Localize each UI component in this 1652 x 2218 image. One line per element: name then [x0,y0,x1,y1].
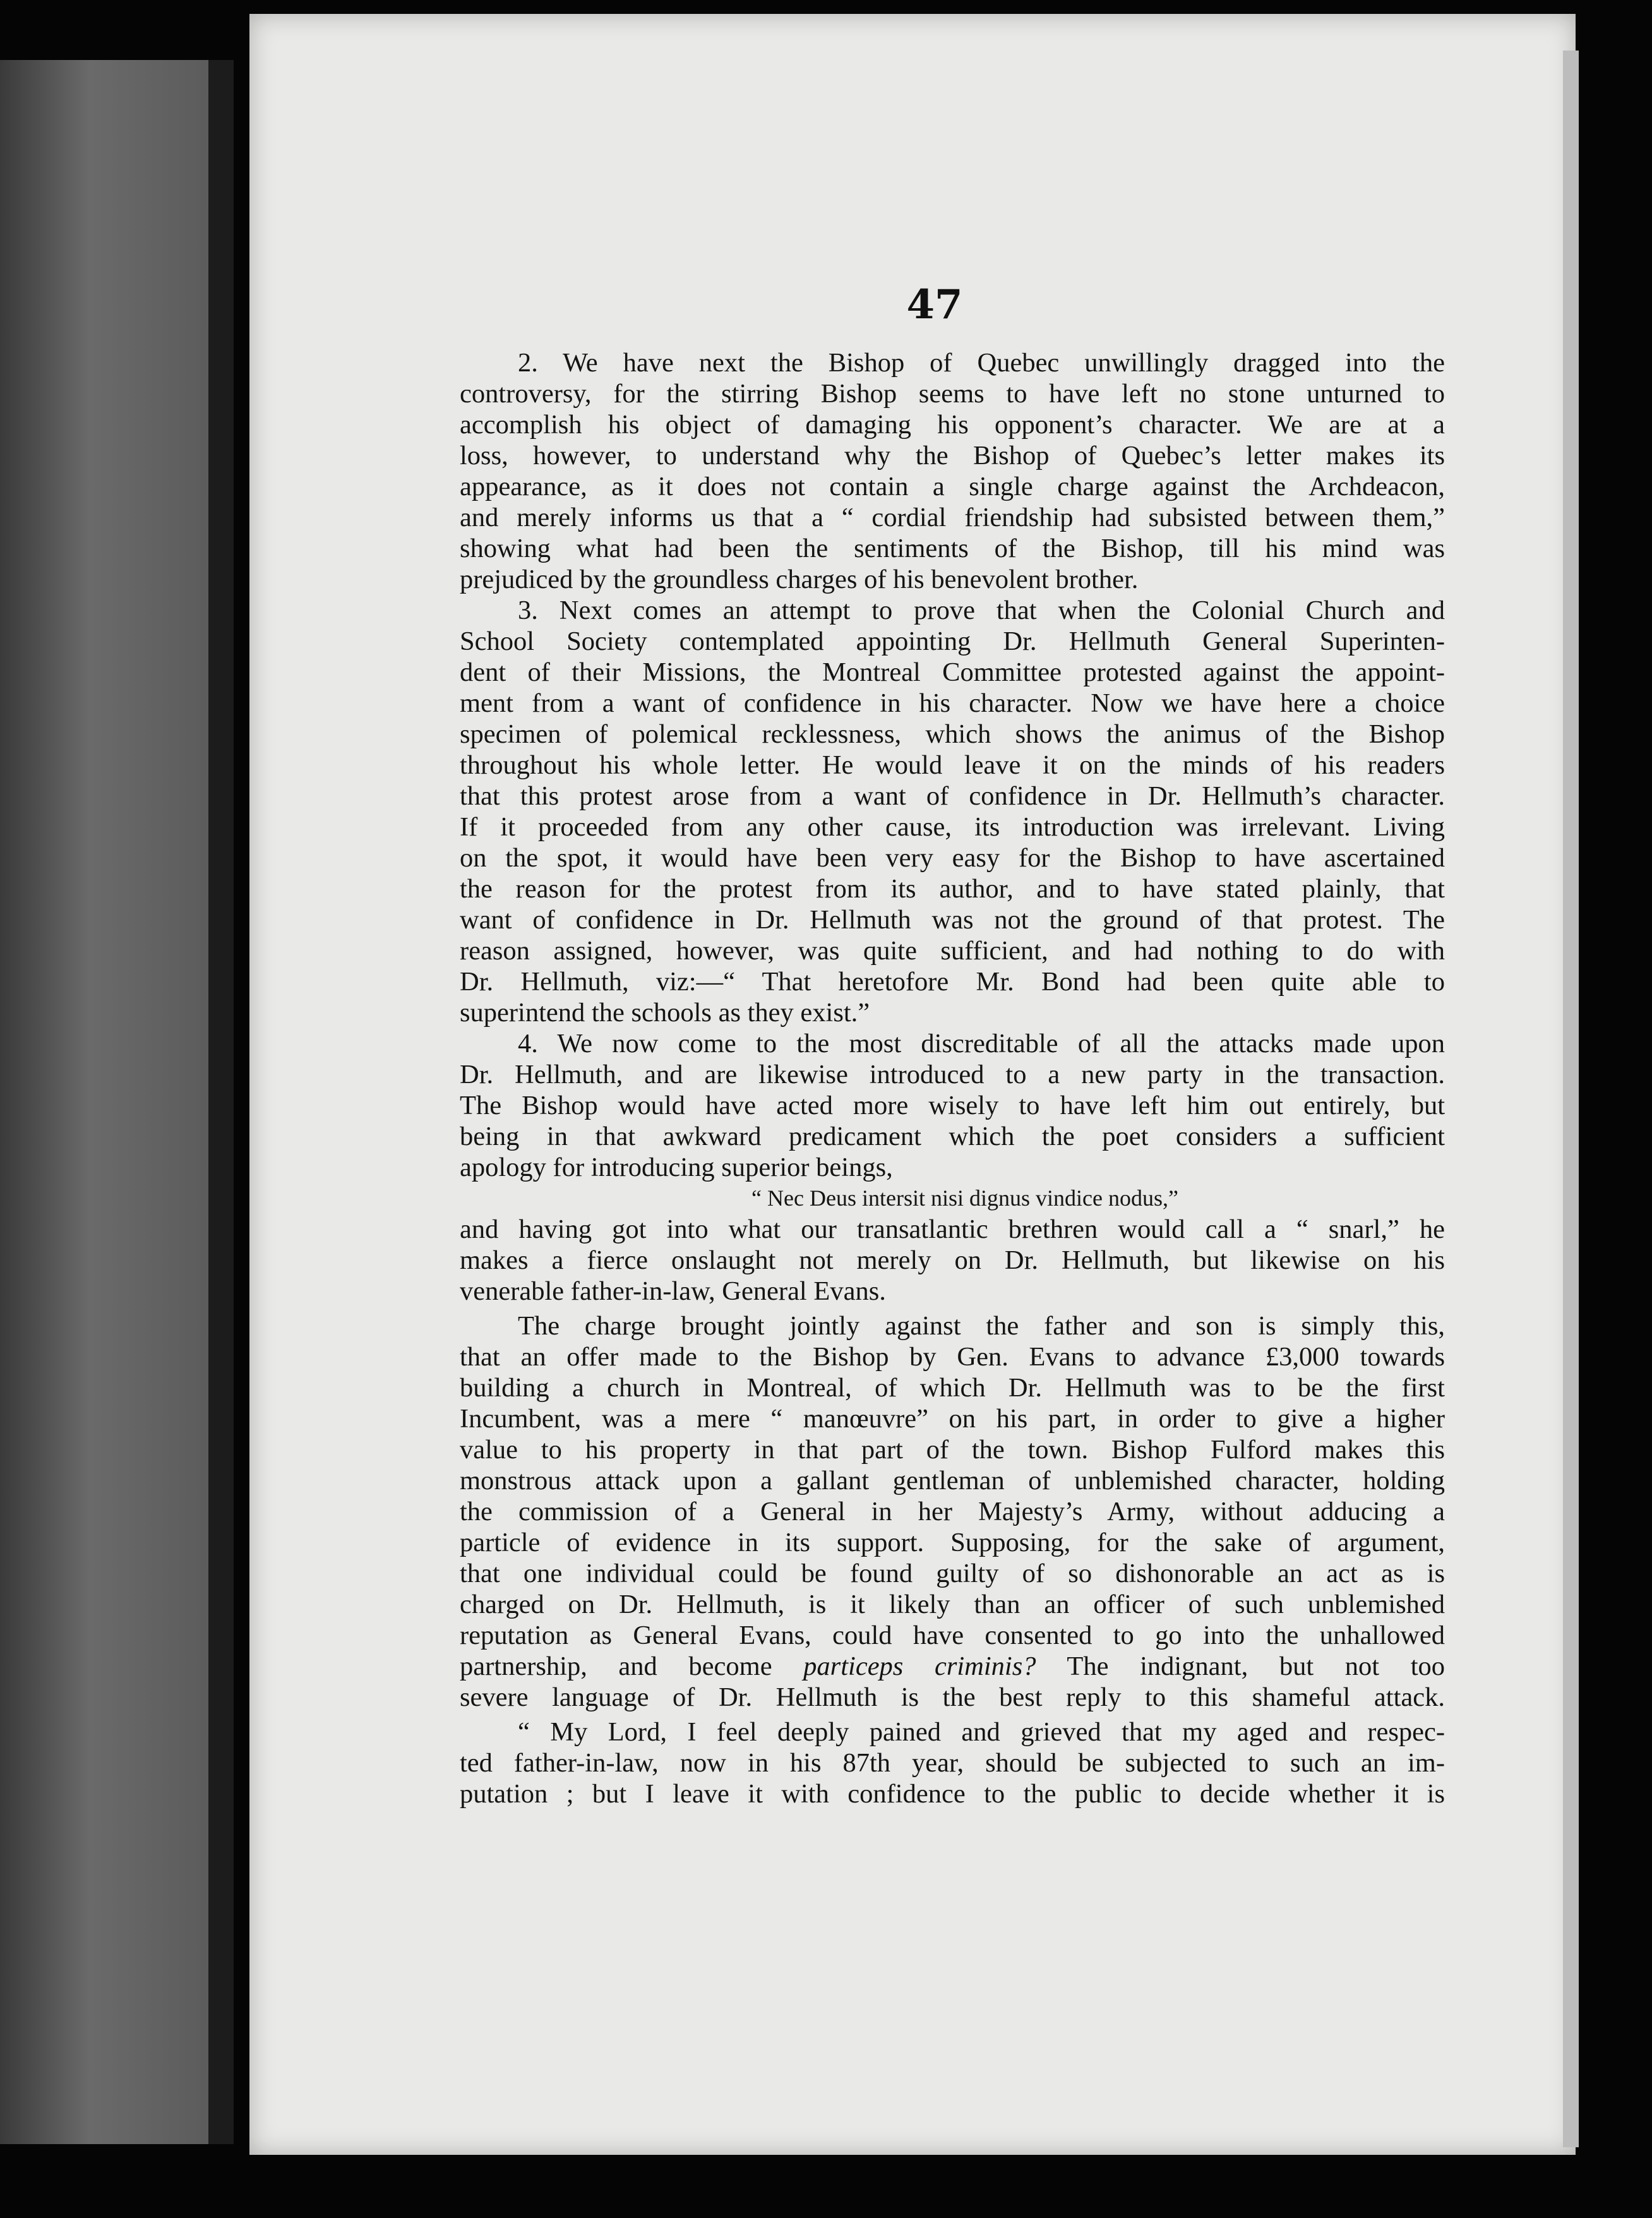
text-line: If it proceeded from any other cause, its introduction was irrelevant. Living [460,812,1445,842]
text-line: School Society contemplated appointing Dr. Hellmuth General Superinten- [460,626,1445,656]
text-line: being in that awkward predicament which the poet considers a sufficient [460,1122,1445,1151]
text-line: that an offer made to the Bishop by Gen. Evans to advance £3,000 towards [460,1342,1445,1372]
text-line: The charge brought jointly against the father and son is simply this, [518,1311,1445,1341]
text-line: Dr. Hellmuth, and are likewise introduced to a new party in the transaction. [460,1060,1445,1089]
text-line: makes a fierce onslaught not merely on Dr. Hellmuth, but likewise on his [460,1245,1445,1275]
text-line: “ Nec Deus intersit nisi dignus vindice nodus,” [751,1185,1178,1211]
text-line: specimen of polemical recklessness, which shows the animus of the Bishop [460,719,1445,749]
text-line: value to his property in that part of the town. Bishop Fulford makes this [460,1435,1445,1465]
text-line: partnership, and become particeps criminis? The indignant, but not too [460,1652,1445,1681]
text-line: Incumbent, was a mere “ manœuvre” on his part, in order to give a higher [460,1404,1445,1434]
text-line: 3. Next comes an attempt to prove that when the Colonial Church and [518,596,1445,625]
text-line: loss, however, to understand why the Bishop of Quebec’s letter makes its [460,441,1445,471]
text-line: superintend the schools as they exist.” [460,998,870,1028]
page-number: 47 [906,281,963,328]
text-line: reputation as General Evans, could have consented to go into the unhallowed [460,1621,1445,1650]
text-line: accomplish his object of damaging his opponent’s character. We are at a [460,410,1445,440]
text-line: showing what had been the sentiments of the Bishop, till his mind was [460,534,1445,563]
text-line: apology for introducing superior beings, [460,1153,893,1182]
text-line: and having got into what our transatlantic brethren would call a “ snarl,” he [460,1214,1445,1244]
text-line: venerable father-in-law, General Evans. [460,1276,886,1306]
italic-phrase: particeps criminis? [803,1652,1036,1681]
body-text [460,347,1445,1809]
text-line: controversy, for the stirring Bishop seems to have left no stone unturned to [460,379,1445,409]
text-line: throughout his whole letter. He would leave it on the minds of his readers [460,750,1445,780]
text-line: that one individual could be found guilty of so dishonorable an act as is [460,1559,1445,1588]
text-line: “ My Lord, I feel deeply pained and grieved that my aged and respec- [518,1717,1445,1747]
text-line: and merely informs us that a “ cordial friendship had subsisted between them,” [460,503,1445,532]
text-line: appearance, as it does not contain a single charge against the Archdeacon, [460,472,1445,501]
text-line: want of confidence in Dr. Hellmuth was not the ground of that protest. The [460,905,1445,935]
left-page-edge [0,60,224,2144]
text-line: putation ; but I leave it with confidence to the public to decide whether it is [460,1779,1445,1809]
text-line: dent of their Missions, the Montreal Committee protested against the appoint- [460,657,1445,687]
text-line: The Bishop would have acted more wisely to have left him out entirely, but [460,1091,1445,1120]
text-line: monstrous attack upon a gallant gentleman of unblemished character, holding [460,1466,1445,1496]
gutter-shadow [208,60,234,2144]
text-line: the reason for the protest from its author, and to have stated plainly, that [460,874,1445,904]
text-line: prejudiced by the groundless charges of his benevolent brother. [460,565,1139,594]
text-line: severe language of Dr. Hellmuth is the best reply to this shameful attack. [460,1682,1445,1712]
text-line: on the spot, it would have been very easy for the Bishop to have ascertained [460,843,1445,873]
text-line: particle of evidence in its support. Supposing, for the sake of argument, [460,1528,1445,1557]
text-line: that this protest arose from a want of confidence in Dr. Hellmuth’s character. [460,781,1445,811]
text-line: charged on Dr. Hellmuth, is it likely than an officer of such unblemished [460,1590,1445,1619]
text-line: ted father-in-law, now in his 87th year, should be subjected to such an im- [460,1748,1445,1778]
text-line: 2. We have next the Bishop of Quebec unwillingly dragged into the [518,348,1445,378]
text-line: reason assigned, however, was quite sufficient, and had nothing to do with [460,936,1445,966]
text-line: 4. We now come to the most discreditable of all the attacks made upon [518,1029,1445,1058]
page-edge-shadow [1563,51,1579,2147]
text-line: Dr. Hellmuth, viz:—“ That heretofore Mr. Bond had been quite able to [460,967,1445,997]
text-line: ment from a want of confidence in his character. Now we have here a choice [460,688,1445,718]
text-line: the commission of a General in her Majesty’s Army, without adducing a [460,1497,1445,1526]
text-line: building a church in Montreal, of which Dr. Hellmuth was to be the first [460,1373,1445,1403]
